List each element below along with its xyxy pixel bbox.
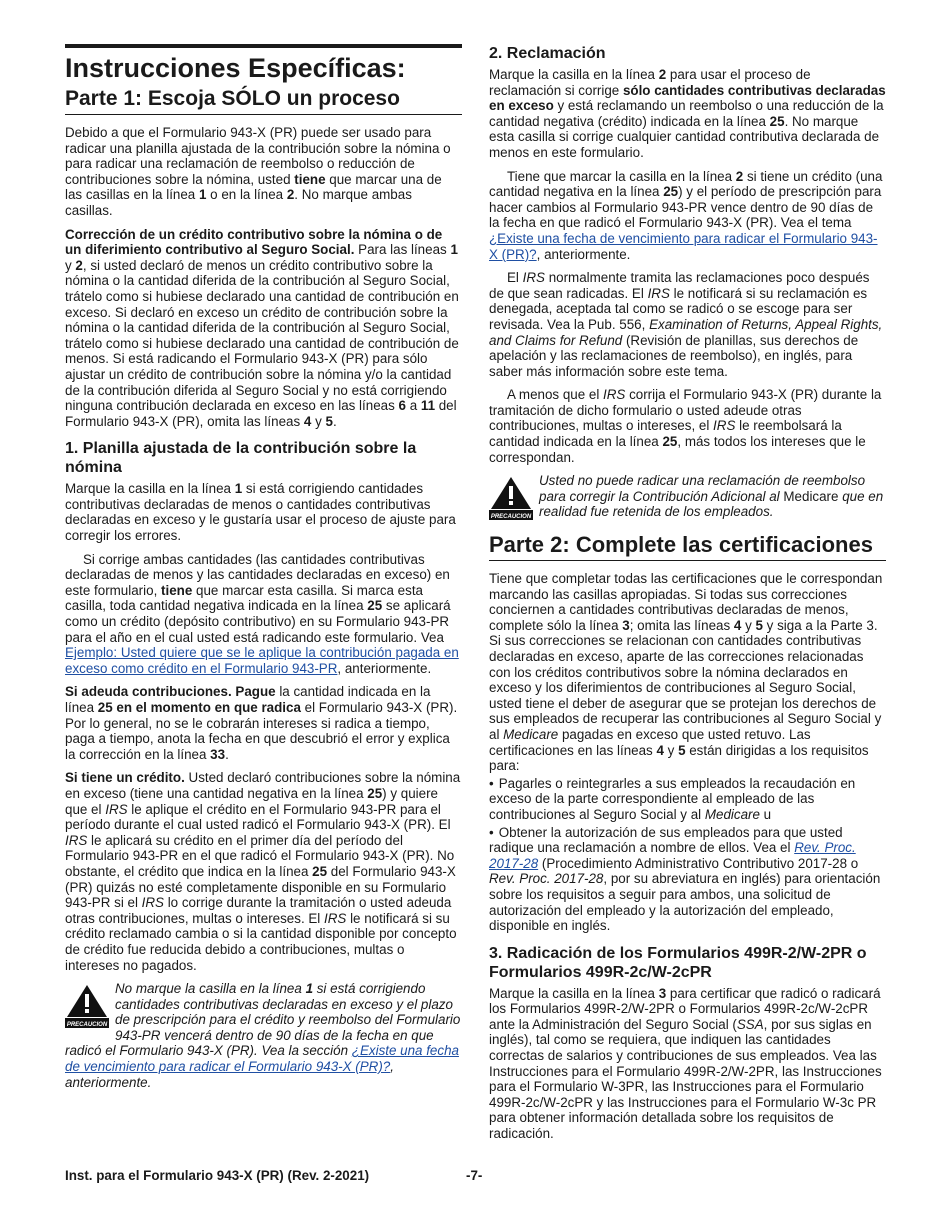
- intro-paragraph: Debido a que el Formulario 943-X (PR) puede ser usado para radicar una planilla ajustada de la contribución sobre la nómina o para radicar una reclamación de reembolso o reducción de contribuciones sobre la nómina, usted tiene que marcar una de las casillas en la línea 1 o en la línea 2. No marque ambas casillas.: [65, 125, 451, 218]
- bullet-icon: •: [489, 775, 494, 791]
- example-credit-link[interactable]: Ejemplo: Usted quiere que se le aplique la contribución pagada en exceso como crédito en el Formulario 943-PR: [65, 645, 459, 676]
- part1-rule: [65, 114, 462, 115]
- page-number: -7-: [466, 1168, 483, 1183]
- bullet-item: • Pagarles o reintegrarles a sus empleados la recaudación en exceso de la parte correspondiente al empleado de las contribuciones al Seguro Social y al Medicare u: [489, 775, 856, 822]
- footer-form-title: Inst. para el Formulario 943-X (PR) (Rev. 2-2021): [65, 1168, 370, 1183]
- section3-paragraph: Marque la casilla en la línea 3 para certificar que radicó o radicará los Formularios 499R-2/W-2PR o Formularios 499R-2c/W-2cPR ante la Administración del Seguro Social (SSA, por sus siglas en inglés), tal como se requiera, que indiquen las cantidades correctas de salarios y contribuciones de sus empleados. Vea las Instrucciones para el Formulario 499R-2/W-2PR, las Instrucciones para el Formulario W-3PR, las Instrucciones para el Formulario 499R-2c/W-2cPR y las Instrucciones para el Formulario W-3c PR para obtener información detallada sobre los requisitos de radicación.: [489, 985, 882, 1142]
- page-title: Instrucciones Específicas:: [65, 53, 406, 83]
- caution-note-left: PRECAUCION No marque la casilla en la línea 1 si está corrigiendo cantidades contributivas declaradas en exceso y el plazo de prescripción para el crédito y reembolso del Formulario 943-PR vencerá dentro de 90 días de la fecha en que radicó el Formulario 943-X (PR). Vea la sección ¿Existe una fecha de vencimiento para radicar el Formulario 943-X (PR)?, anteriormente.: [65, 981, 461, 1090]
- part2-heading: Parte 2: Complete las certificaciones: [489, 532, 873, 558]
- section1-paragraph-2: Si corrige ambas cantidades (las cantidades contributivas declaradas de menos y las cantidades declaradas en exceso) en este formulario, tiene que marcar esta casilla. Si marca esta casilla, toda cantidad negativa indicada en la línea 25 se aplicará como un crédito (depósito contributivo) en su Formulario 943-PR para el año en el cual usted está radicando este formulario. Vea Ejemplo: Usted quiere que se le aplique la contribución pagada en exceso como crédito en el Formulario 943-PR, anteriormente.: [65, 551, 459, 676]
- title-rule: [65, 44, 462, 48]
- caution-icon: [65, 983, 109, 1029]
- caution-label: PRECAUCION: [66, 1022, 108, 1029]
- caution-icon: [489, 475, 533, 521]
- section3-heading: 3. Radicación de los Formularios 499R-2/W-2PR o Formularios 499R-2c/W-2cPR: [489, 944, 867, 981]
- due-date-link-left[interactable]: ¿Existe una fecha de vencimiento para radicar el Formulario 943-X (PR)?: [65, 1043, 459, 1075]
- caution-note-right: PRECAUCION Usted no puede radicar una reclamación de reembolso para corregir la Contribución Adicional al Medicare que en realidad fue retenida de los empleados.: [490, 473, 884, 521]
- section2-paragraph-3: El IRS normalmente tramita las reclamaciones poco después de que sean radicadas. El IRS le notificará si su reclamación es denegada, aceptada tal como se radicó o se escoge para ser revisada. Vea la Pub. 556, Examination of Returns, Appeal Rights, and Claims for Refund (Revisión de planillas, sus derechos de apelación y las reclamaciones de reembolso), en inglés, para saber más información sobre este tema.: [489, 270, 883, 379]
- section2-paragraph-1: Marque la casilla en la línea 2 para usar el proceso de reclamación si corrige sólo cantidades contributivas declaradas en exceso y está reclamando un reembolso o una reducción de la cantidad negativa (crédito) indicada en la línea 25. No marque esta casilla si corrige cualquier cantidad contributiva declarada de menos en este formulario.: [489, 67, 886, 160]
- right-column: [489, 44, 886, 1150]
- left-column: [65, 44, 462, 1098]
- part1-heading: Parte 1: Escoja SÓLO un proceso: [65, 87, 400, 110]
- section2-paragraph-2: Tiene que marcar la casilla en la línea 2 si tiene un crédito (una cantidad negativa en la línea 25) y el período de prescripción para hacer cambios al Formulario 943-PR vence dentro de 90 días de la fecha en que radicó el Formulario 943-X (PR). Vea el tema ¿Existe una fecha de vencimiento para radicar el Formulario 943-X (PR)?, anteriormente.: [489, 168, 883, 262]
- bullet-item: • Obtener la autorización de sus empleados para que usted radique una reclamación a nombre de ellos. Vea el Rev. Proc. 2017-28 (Procedimiento Administrativo Contributivo 2017-28 o Rev. Proc. 2017-28, por su abreviatura en inglés) para orientación sobre los requisitos a seguir para ambos, una solicitud de autorización del empleado y la autorización del empleado, disponible en inglés.: [489, 824, 881, 934]
- section2-heading: 2. Reclamación: [489, 45, 606, 62]
- correction-paragraph: Corrección de un crédito contributivo sobre la nómina o de un diferimiento contributivo al Seguro Social. Para las líneas 1 y 2, si usted declaró de menos un crédito contributivo sobre la nómina o la cantidad diferida de la contribución al Seguro Social, trátelo como si hubiese declarado una cantidad de contribución en exceso. Si declaró en exceso un crédito de contribución sobre la nómina o la cantidad diferida de la contribución al Seguro Social, trátelo como si hubiese declarado una cantidad de contribución de menos. Si está radicando el Formulario 943-X (PR) para sólo ajustar un crédito de contribución sobre la nómina y/o la cantidad de la contribución diferida al Seguro Social y no está corrigiendo ninguna contribución declarada en exceso en las líneas 6 a 11 del Formulario 943-X (PR), omita las líneas 4 y 5.: [65, 226, 459, 429]
- have-credit-paragraph: Si tiene un crédito. Usted declaró contribuciones sobre la nómina en exceso (tiene una cantidad negativa en la línea 25) y quiere que el IRS le aplique el crédito en el Formulario 943-PR para el período durante el cual usted radicó el Formulario 943-X (PR). El IRS le aplicará su crédito en el primer día del período del Formulario 943-PR en el que radicó el Formulario 943-X (PR). No obstante, el crédito que indica en la línea 25 del Formulario 943-X (PR) quizás no esté completamente disponible en su Formulario 943-PR si el IRS lo corrige durante la tramitación o usted adeuda otras contribuciones, multas o intereses. El IRS le notificará si su crédito reclamado cambia o si la cantidad disponible por concepto de crédito fue reducida debido a contribuciones, multas o intereses no pagados.: [65, 770, 461, 973]
- owe-taxes-paragraph: Si adeuda contribuciones. Pague la cantidad indicada en la línea 25 en el momento en que radica el Formulario 943-X (PR). Por lo general, no se le cobrarán intereses si radica a tiempo, paga a tiempo, anota la fecha en que descubrió el error y explica la corrección en la línea 33.: [65, 684, 458, 762]
- caution-label: PRECAUCION: [490, 514, 532, 521]
- rev-proc-link[interactable]: Rev. Proc. 2017-28: [489, 840, 856, 871]
- section1-paragraph-1: Marque la casilla en la línea 1 si está corrigiendo cantidades contributivas declaradas de menos o cantidades contributivas declaradas en exceso y le gustaría usar el proceso de ajuste para corregir los errores.: [65, 481, 456, 544]
- due-date-link-right[interactable]: ¿Existe una fecha de vencimiento para radicar el Formulario 943-X (PR)?: [489, 230, 878, 262]
- section1-heading: 1. Planilla ajustada de la contribución sobre la nómina: [65, 440, 417, 477]
- part2-paragraph: Tiene que completar todas las certificaciones que le correspondan marcando las casillas apropiadas. Si todas sus correcciones conciernen a cantidades contributivas declaradas de menos, complete sólo la línea 3; omita las líneas 4 y 5 y siga a la Parte 3. Si sus correcciones se relacionan con cantidades contributivas declaradas en exceso, aparte de las correcciones relacionadas con los créditos contributivos sobre la nómina declarados en exceso y los diferimientos de contribuciones al Seguro Social, usted tiene el deber de asegurar que se protejan los derechos de sus empleados de recuperar las contribuciones al Seguro Social y al Medicare pagadas en exceso que usted retuvo. Las certificaciones en las líneas 4 y 5 están dirigidas a los requisitos para:: [489, 571, 883, 774]
- section2-paragraph-4: A menos que el IRS corrija el Formulario 943-X (PR) durante la tramitación de dicho formulario o usted adeude otras contribuciones, multas o intereses, el IRS le reembolsará la cantidad indicada en la línea 25, más todos los intereses que le correspondan.: [489, 387, 882, 465]
- bullet-icon: •: [489, 824, 494, 840]
- part2-rule: [489, 560, 886, 561]
